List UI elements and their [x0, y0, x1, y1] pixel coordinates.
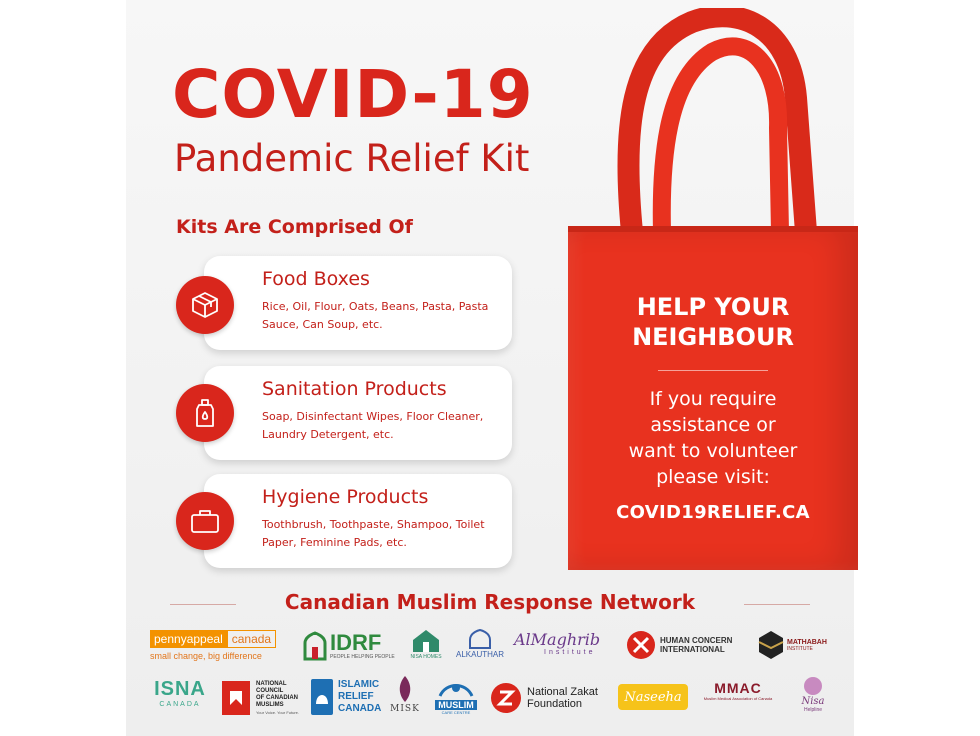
- help-heading: [568, 292, 858, 352]
- kit-card-sanitation: [204, 366, 512, 460]
- misk-icon: [394, 674, 416, 704]
- isna-sub: CANADA: [159, 701, 201, 708]
- islamic-relief-logo: [310, 676, 381, 718]
- bag-handle-icon: [600, 8, 840, 238]
- page-subtitle: Pandemic Relief Kit: [174, 137, 530, 180]
- nccm-line2: COUNCIL: [256, 687, 284, 694]
- nisa-helpline-sub: Helpline: [803, 707, 823, 713]
- kaaba-icon: [758, 630, 784, 660]
- nccm-line3: OF CANADIAN: [256, 694, 298, 701]
- muslim-care-name: MUSLIM: [435, 700, 477, 710]
- mmac-name: MMAC: [714, 680, 762, 696]
- misk-logo: [388, 674, 422, 720]
- idrf-name: IDRF: [330, 630, 382, 655]
- irc-line2: RELIEF: [338, 691, 374, 702]
- pennyappeal-country: canada: [227, 630, 276, 648]
- almaghrib-sub: Institute: [544, 649, 596, 656]
- human-concern-line2: INTERNATIONAL: [660, 645, 725, 654]
- left-margin: [0, 0, 126, 736]
- nccm-line4: MUSLIMS: [256, 701, 284, 708]
- almaghrib-name: AlMaghrib: [514, 630, 601, 649]
- kit-card-hygiene: [204, 474, 512, 568]
- irc-line1: ISLAMIC: [338, 679, 380, 690]
- mmac-sub: Muslim Medical Association of Canada: [703, 696, 773, 701]
- assist-text: [568, 386, 858, 490]
- irc-line3: CANADA: [338, 703, 382, 714]
- pennyappeal-brand: pennyappeal: [150, 630, 227, 648]
- kit-title: Food Boxes: [262, 268, 370, 290]
- isna-logo: [150, 678, 210, 718]
- house-icon: [411, 628, 441, 654]
- nisa-homes-logo: [408, 628, 444, 664]
- nccm-line1: NATIONAL: [256, 680, 287, 687]
- help-line-2: NEIGHBOUR: [632, 323, 794, 351]
- hands-icon: [436, 678, 476, 700]
- naseeha-name: Naseeha: [624, 689, 682, 705]
- nccm-logo: [220, 676, 299, 720]
- tote-bag: [568, 226, 858, 570]
- box-icon: [176, 276, 234, 334]
- pennyappeal-tagline: small change, big difference: [150, 651, 262, 661]
- bag-rim: [568, 226, 858, 232]
- alkauthar-name: ALKAUTHAR: [455, 650, 504, 659]
- mmac-logo: [702, 680, 774, 716]
- kit-title: Hygiene Products: [262, 486, 429, 508]
- bag-divider: [658, 370, 768, 371]
- nisa-helpline-icon: [802, 676, 824, 696]
- muslim-care-sub: CARE CENTRE: [441, 710, 471, 715]
- mathabah-name: MATHABAH: [787, 638, 827, 646]
- human-concern-line1: HUMAN CONCERN: [660, 636, 733, 645]
- nccm-tagline: Your Voice. Your Future.: [256, 709, 299, 715]
- kit-items: Rice, Oil, Flour, Oats, Beans, Pasta, Pasta Sauce, Can Soup, etc.: [262, 300, 489, 331]
- nisa-homes-name: NISA HOMES: [410, 654, 442, 660]
- isna-name: ISNA: [154, 678, 206, 700]
- mathabah-logo: [758, 628, 827, 662]
- kit-title: Sanitation Products: [262, 378, 447, 400]
- help-line-1: HELP YOUR: [636, 293, 790, 321]
- assist-line-2: assistance or: [650, 414, 776, 436]
- almaghrib-logo: [514, 630, 600, 662]
- idrf-tagline: PEOPLE HELPING PEOPLE: [330, 654, 395, 660]
- assist-line-3: want to volunteer: [628, 440, 798, 462]
- kit-items: Soap, Disinfectant Wipes, Floor Cleaner, Laundry Detergent, etc.: [262, 410, 484, 441]
- mosque-icon: [302, 631, 328, 661]
- assist-line-4: please visit:: [656, 466, 770, 488]
- assist-line-1: If you require: [649, 388, 777, 410]
- islamic-relief-icon: [310, 678, 334, 716]
- nisa-helpline-name: Nisa: [801, 696, 825, 707]
- nzf-line2: Foundation: [527, 698, 583, 710]
- naseeha-logo: [618, 684, 688, 710]
- kit-items: Toothbrush, Toothpaste, Shampoo, Toilet Paper, Feminine Pads, etc.: [262, 518, 485, 549]
- nzf-line1: National Zakat: [527, 686, 598, 698]
- nzf-icon: [490, 682, 522, 714]
- dome-icon: [468, 628, 492, 650]
- alkauthar-logo: [454, 628, 506, 664]
- idrf-logo: [302, 628, 395, 664]
- human-concern-icon: [626, 630, 656, 660]
- network-title: Canadian Muslim Response Network: [284, 590, 696, 614]
- pennyappeal-logo: [150, 630, 292, 664]
- nccm-icon: [220, 679, 252, 717]
- kits-heading: Kits Are Comprised Of: [176, 216, 413, 238]
- misk-name: MISK: [390, 704, 420, 714]
- right-margin: [854, 0, 980, 736]
- page-title: COVID-19: [172, 56, 534, 133]
- nisa-helpline-logo: [790, 676, 836, 718]
- relief-url: COVID19RELIEF.CA: [616, 502, 810, 523]
- nzf-logo: [490, 682, 598, 714]
- spray-bottle-icon: [176, 384, 234, 442]
- toiletry-bag-icon: [176, 492, 234, 550]
- kit-card-food: [204, 256, 512, 350]
- muslim-care-logo: [432, 678, 480, 718]
- human-concern-logo: [626, 628, 732, 662]
- mathabah-sub: INSTITUTE: [787, 645, 813, 652]
